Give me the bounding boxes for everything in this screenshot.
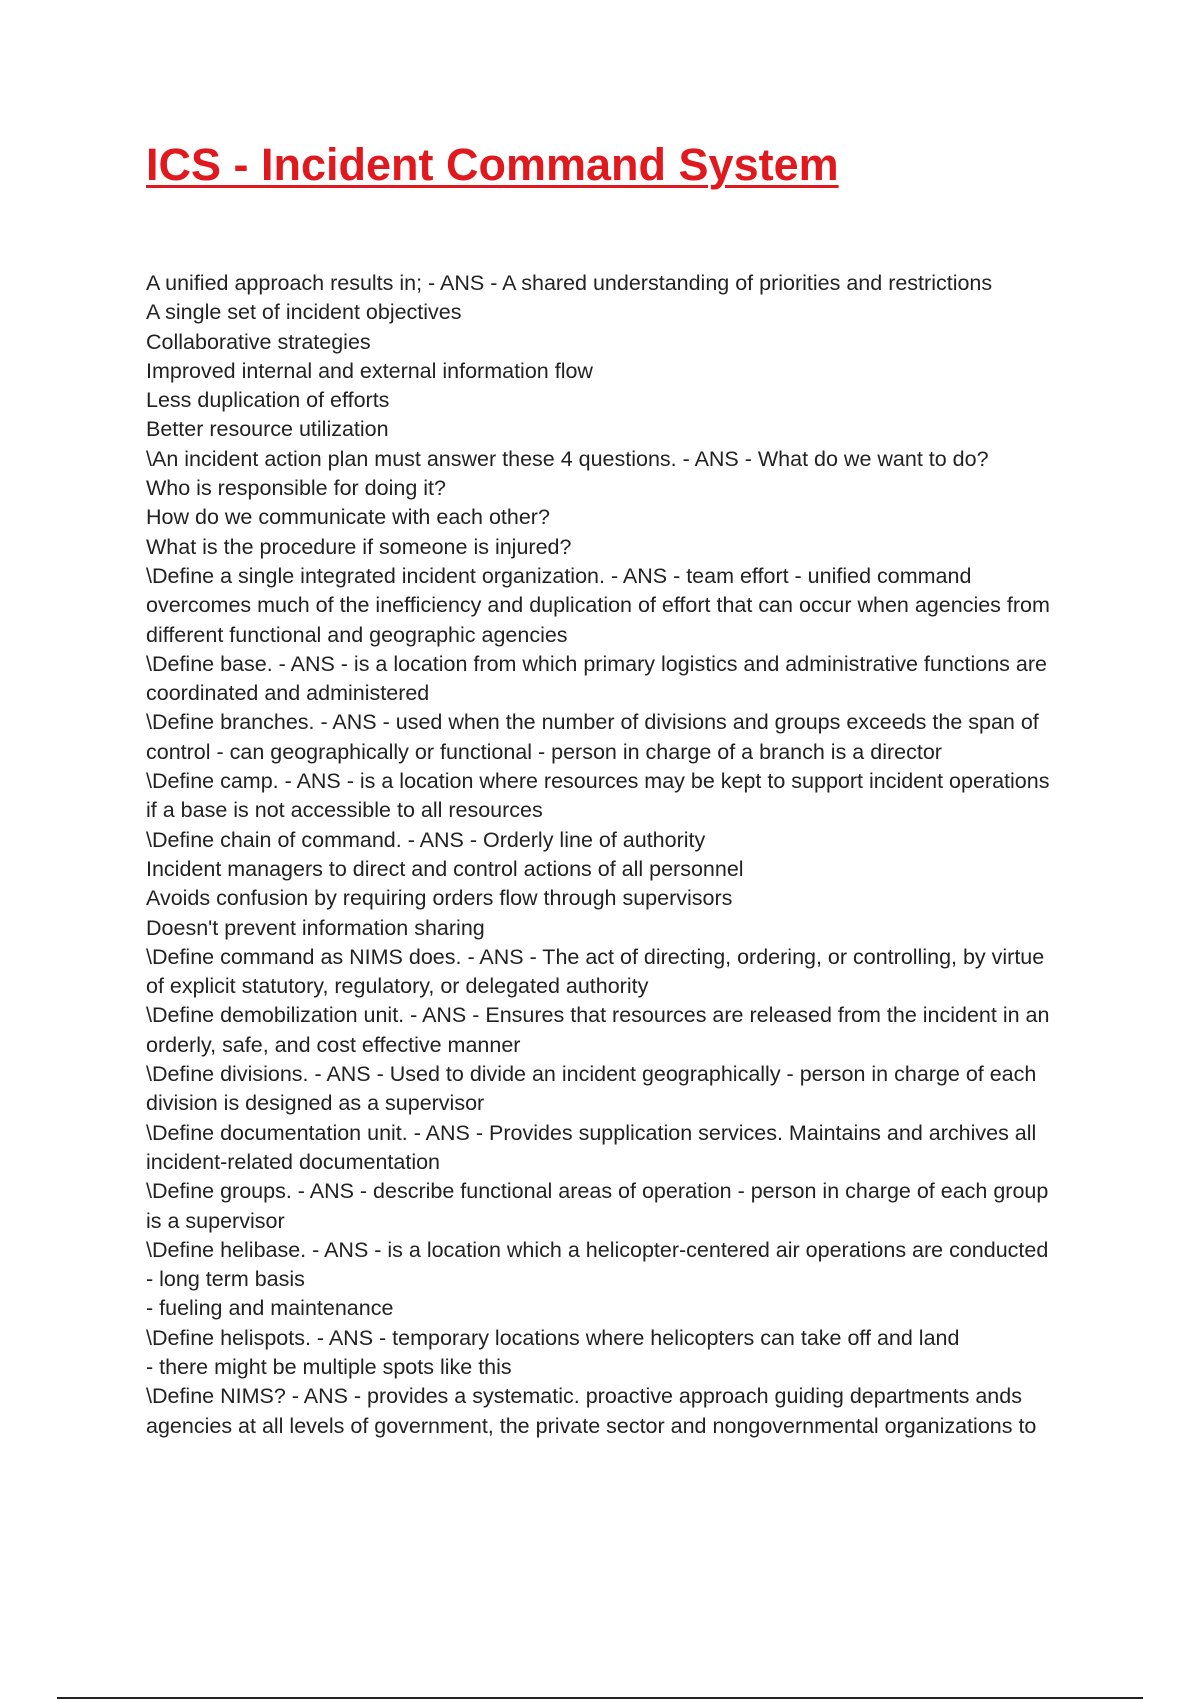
text-line: control - can geographically or functional - person in charge of a branch is a director — [146, 739, 942, 764]
text-line: of explicit statutory, regulatory, or delegated authority — [146, 974, 649, 999]
text-line: orderly, safe, and cost effective manner — [146, 1032, 521, 1057]
text-line: \Define helispots. - ANS - temporary locations where helicopters can take off and land — [146, 1325, 960, 1350]
text-line: \Define chain of command. - ANS - Orderly line of authority — [146, 827, 706, 852]
text-line: Collaborative strategies — [146, 329, 371, 354]
text-line: \Define groups. - ANS - describe functional areas of operation - person in charge of each group — [146, 1179, 1049, 1204]
text-line: Improved internal and external information flow — [146, 358, 593, 383]
text-line: - long term basis — [146, 1267, 305, 1292]
text-line: \Define camp. - ANS - is a location where resources may be kept to support incident operations — [146, 769, 1050, 794]
text-line: \An incident action plan must answer these 4 questions. - ANS - What do we want to do? — [146, 446, 989, 471]
page-footer-divider — [57, 1697, 1143, 1699]
text-line: A single set of incident objectives — [146, 300, 462, 325]
text-line: overcomes much of the inefficiency and duplication of effort that can occur when agencies from — [146, 593, 1050, 618]
text-line: Who is responsible for doing it? — [146, 476, 446, 501]
text-line: \Define a single integrated incident organization. - ANS - team effort - unified command — [146, 563, 972, 588]
text-line: Incident managers to direct and control actions of all personnel — [146, 856, 744, 881]
text-line: if a base is not accessible to all resources — [146, 798, 543, 823]
text-line: Avoids confusion by requiring orders flow through supervisors — [146, 886, 733, 911]
text-line: \Define demobilization unit. - ANS - Ensures that resources are released from the incident in an — [146, 1003, 1050, 1028]
text-line: \Define helibase. - ANS - is a location which a helicopter-centered air operations are conducted — [146, 1237, 1049, 1262]
document-body — [146, 269, 1086, 1441]
text-line: How do we communicate with each other? — [146, 505, 550, 530]
text-line: is a supervisor — [146, 1208, 285, 1233]
text-line: \Define base. - ANS - is a location from which primary logistics and administrative functions are — [146, 651, 1047, 676]
text-line: Doesn't prevent information sharing — [146, 915, 485, 940]
text-line: division is designed as a supervisor — [146, 1091, 485, 1116]
text-line: different functional and geographic agencies — [146, 622, 568, 647]
text-line: coordinated and administered — [146, 681, 430, 706]
text-line: \Define NIMS? - ANS - provides a systematic. proactive approach guiding departments ands — [146, 1384, 1022, 1409]
text-line: A unified approach results in; - ANS - A shared understanding of priorities and restrictions — [146, 271, 993, 295]
text-line: - there might be multiple spots like this — [146, 1354, 512, 1379]
text-line: incident-related documentation — [146, 1149, 441, 1174]
text-line: \Define divisions. - ANS - Used to divide an incident geographically - person in charge of each — [146, 1062, 1037, 1087]
text-line: What is the procedure if someone is injured? — [146, 534, 572, 559]
text-line: \Define branches. - ANS - used when the number of divisions and groups exceeds the span of — [146, 710, 1039, 735]
text-line: \Define documentation unit. - ANS - Provides supplication services. Maintains and archives all — [146, 1120, 1037, 1145]
text-line: Less duplication of efforts — [146, 388, 390, 413]
text-line: Better resource utilization — [146, 417, 389, 442]
page-title: ICS - Incident Command System — [146, 139, 839, 190]
text-line: - fueling and maintenance — [146, 1296, 394, 1321]
text-line: \Define command as NIMS does. - ANS - The act of directing, ordering, or controlling, by virtue — [146, 944, 1045, 969]
text-line: agencies at all levels of government, the private sector and nongovernmental organizations to — [146, 1413, 1037, 1438]
